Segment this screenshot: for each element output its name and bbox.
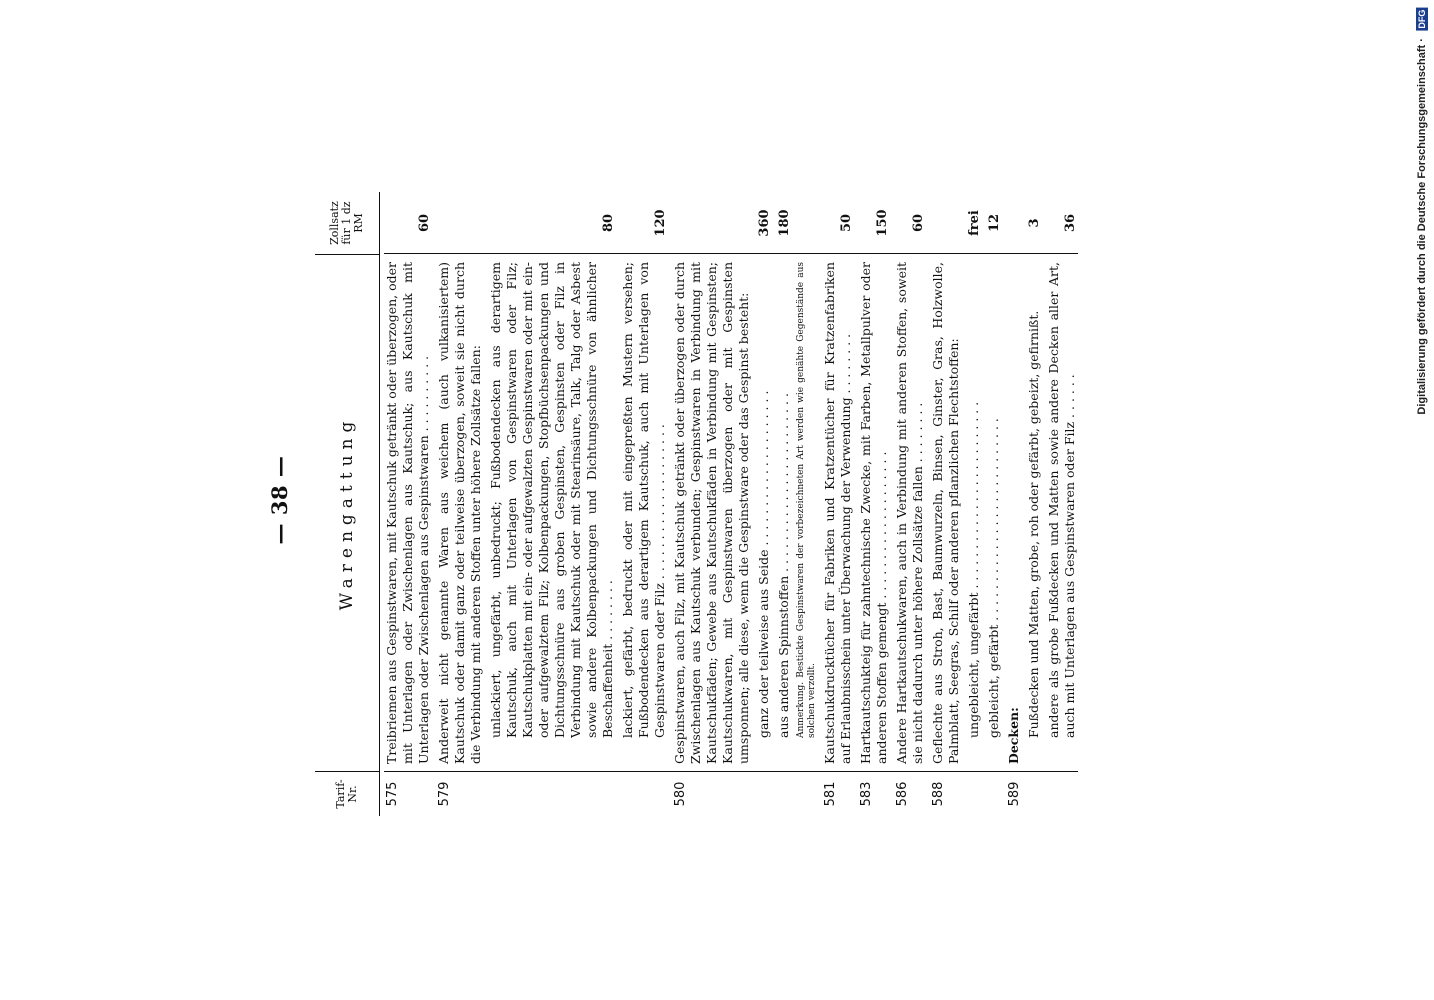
tariff-number: 588	[931, 781, 946, 807]
duty-rate: 12	[987, 213, 1002, 233]
header-rate: Zollsatz für 1 dz RM	[315, 192, 379, 255]
duty-rate: 360	[757, 209, 772, 237]
duty-rate: 150	[875, 209, 890, 237]
credit-text: Digitalisierung gefördert durch die Deutsche Forschungsgemeinschaft ·	[1416, 38, 1428, 415]
table-row	[822, 192, 854, 816]
duty-rate	[796, 192, 818, 254]
tariff-number: 575	[385, 781, 400, 807]
item-description: Fußdecken und Matten, grobe, roh oder gefärbt, gebeizt, gefirnißt.	[1026, 310, 1041, 738]
tariff-number	[488, 772, 616, 816]
item-description: Andere Hartkautschukwaren, auch in Verbindung mit anderen Stoffen, soweit sie nicht dadurch unter höhere Zollsätze fallen . . . . . . . .	[894, 262, 925, 764]
duty-rate: 3	[1027, 218, 1042, 228]
table-row	[858, 192, 890, 816]
tariff-number	[986, 772, 1002, 816]
table-row	[1046, 192, 1078, 816]
table-row	[1006, 192, 1022, 816]
tariff-number	[1046, 772, 1078, 816]
tariff-number: 581	[823, 781, 838, 807]
item-description: Gespinstwaren, auch Filz, mit Kautschuk getränkt oder überzogen oder durch Zwischenlagen aus Kautschuk verbunden; Gespinstwaren in Verbindung mit Kautschukfäden; Gewebe aus Kautschukfäden in Verbindung mit Gespinsten; Kautschukwaren, mit Gespinstwaren überzogen oder mit Gespinsten umsponnen; alle diese, wenn die Gespinstware oder das Gespinst besteht:	[672, 262, 751, 764]
duty-rate	[672, 192, 752, 254]
table-row	[384, 192, 432, 816]
item-description: aus anderen Spinnstoffen . . . . . . . . . . . . . . . . . . . . . . .	[776, 393, 791, 738]
duty-rate	[436, 192, 484, 254]
page-number: — 38 —	[267, 455, 292, 545]
item-description: Kautschukdrucktücher für Fabriken und Kratzentücher für Kratzenfabriken auf Erlaubnisschein unter Überwachung der Verwendung . . . . . . . .	[822, 262, 853, 764]
header-tariff-no: Tarif- Nr.	[315, 771, 379, 816]
duty-rate	[930, 192, 962, 254]
column-rule-left	[384, 771, 1078, 772]
duty-rate: 80	[601, 213, 616, 233]
duty-rate	[1006, 192, 1022, 254]
table-body	[384, 192, 1078, 816]
tariff-number: 586	[895, 781, 910, 807]
tariff-number: 589	[1007, 781, 1022, 807]
item-description: andere als grobe Fußdecken und Matten sowie andere Decken aller Art, auch mit Unterlagen aus Gespinstwaren oder Filz . . . . . .	[1046, 262, 1077, 738]
annotation-note: Anmerkung. Bestickte Gespinstwaren der vorbezeichneten Art werden wie genähte Gegenstände aus solchen verzollt.	[796, 262, 817, 738]
table-row	[796, 192, 818, 816]
duty-rate: 36	[1063, 213, 1078, 233]
tariff-number	[796, 772, 818, 816]
table-row	[620, 192, 668, 816]
duty-rate: frei	[967, 210, 982, 236]
table-row	[436, 192, 484, 816]
table-row	[756, 192, 772, 816]
table-row	[894, 192, 926, 816]
tariff-number: 583	[859, 781, 874, 807]
table-row	[966, 192, 982, 816]
duty-rate: 60	[417, 213, 432, 233]
duty-rate: 50	[839, 213, 854, 233]
table-row	[930, 192, 962, 816]
column-rule-right	[384, 253, 1078, 254]
digitization-credit	[1416, 8, 1428, 415]
tariff-number: 579	[437, 781, 452, 807]
item-description: unlackiert, ungefärbt, unbedruckt; Fußbodendecken aus derartigem Kautschuk, auch mit Unterlagen von Gespinstwaren oder Filz; Kautschukplatten mit ein- oder aufgewalzten Gespinstwaren oder mit ein- oder aufgewalztem Filz; Kolbenpackungen, Stopfbüchsenpackungen und Dichtungsschnüre aus groben Gespinsten, Gespinsten oder Filz in Verbindung mit Kautschuk oder mit Stearinsäure, Talk, Talg oder Asbest sowie andere Kolbenpackungen und Dichtungsschnüre von ähnlicher Beschaffenheit . . . . . . . .	[488, 262, 615, 738]
item-description: gebleicht, gefärbt . . . . . . . . . . . . . . . . . . . . . . . . . .	[986, 418, 1001, 738]
tariff-table	[315, 192, 1078, 816]
item-description: Treibriemen aus Gespinstwaren, mit Kautschuk getränkt oder überzogen, oder mit Unterlagen oder Zwischenlagen aus Kautschuk; aus Kautschuk mit Unterlagen oder Zwischenlagen aus Gespinstwaren . . . . . . . . . .	[384, 261, 431, 764]
header-description: Warengattung	[336, 415, 357, 611]
item-description: ungebleicht, ungefärbt . . . . . . . . . . . . . . . . . . . . . . . .	[966, 401, 981, 738]
item-description: ganz oder teilweise aus Seide . . . . . . . . . . . . . . . . . . . .	[756, 390, 771, 738]
table-row	[672, 192, 752, 816]
document-page	[257, 180, 1177, 820]
tariff-number: 580	[673, 781, 688, 807]
table-row	[1026, 192, 1042, 816]
item-description: lackiert, gefärbt, bedruckt oder mit eingepreßten Mustern versehen; Fußbodendecken aus derartigem Kautschuk, auch mit Unterlagen von Gespinstwaren oder Filz . . . . . . . . . . . . . . . . . . . .	[620, 262, 667, 738]
item-description: Anderweit nicht genannte Waren aus weichem (auch vulkanisiertem) Kautschuk oder damit ganz oder teilweise überzogen, soweit sie nicht durch die Verbindung mit anderen Stoffen unter höhere Zollsätze fallen:	[436, 262, 483, 764]
duty-rate: 120	[653, 209, 668, 237]
item-description: Hartkautschukteig für zahntechnische Zwecke, mit Farben, Metallpulver oder anderen Stoffen gemengt . . . . . . . . . . . . . . . . . . .	[858, 262, 889, 764]
duty-rate: 180	[777, 209, 792, 237]
table-row	[488, 192, 616, 816]
tariff-number	[966, 772, 982, 816]
table-row	[986, 192, 1002, 816]
item-description: Geflechte aus Stroh, Bast, Baumwurzeln, Binsen, Ginster, Gras, Holzwolle, Palmblatt, Seegras, Schilf oder anderen pflanzlichen Flechtstoffen:	[930, 262, 961, 764]
tariff-number	[620, 772, 668, 816]
table-row	[776, 192, 792, 816]
tariff-number	[756, 772, 772, 816]
dfg-logo: DFG	[1417, 10, 1427, 29]
tariff-number	[776, 772, 792, 816]
table-header	[315, 192, 380, 816]
tariff-number	[1026, 772, 1042, 816]
duty-rate: 60	[911, 213, 926, 233]
item-description: Decken:	[1006, 707, 1021, 764]
